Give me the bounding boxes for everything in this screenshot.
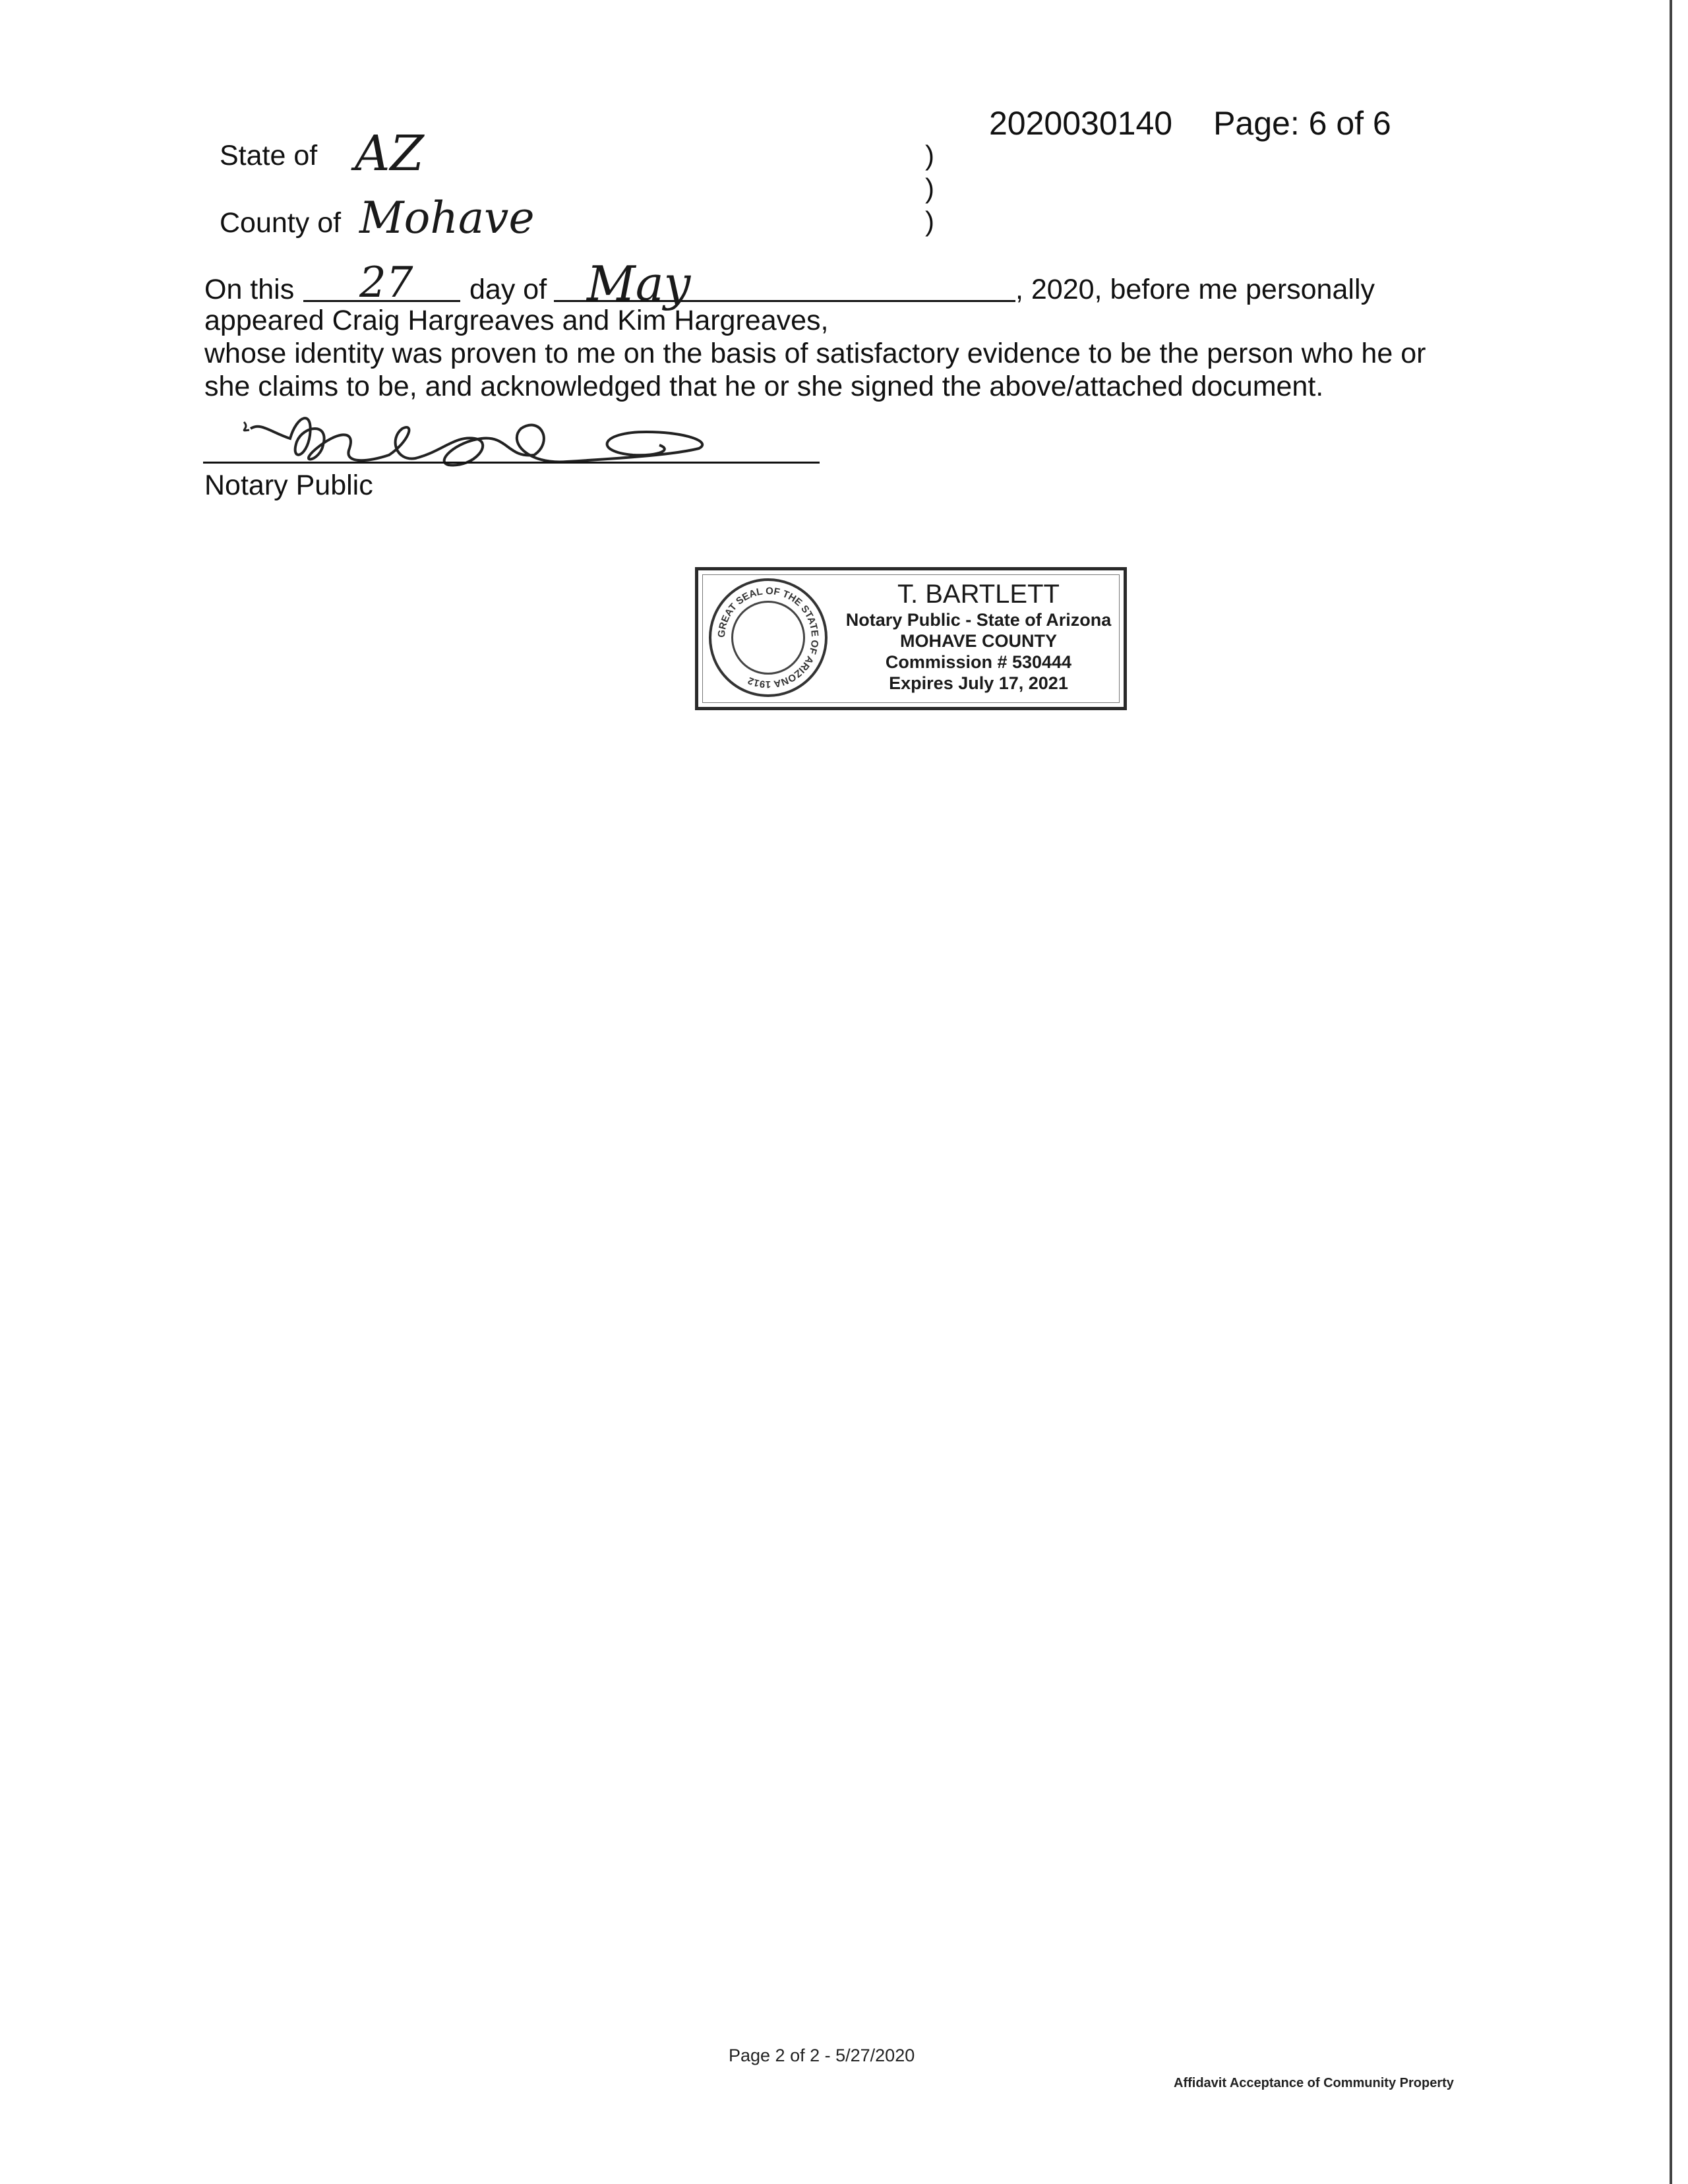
doc-number: 2020030140 [989,105,1173,142]
svg-text:GREAT SEAL OF THE STATE OF ARI: GREAT SEAL OF THE STATE OF ARIZONA 1912 [715,585,821,690]
signature-line [203,462,820,464]
page-indicator: Page: 6 of 6 [1213,105,1391,142]
stamp-line-1: Notary Public - State of Arizona [845,610,1112,630]
paren-1: ) [925,140,934,171]
day-of-text: day of [469,274,547,305]
appeared-line: appeared Craig Hargreaves and Kim Hargreaves, [204,305,829,336]
notary-public-label: Notary Public [204,470,373,501]
footer-document-title: Affidavit Acceptance of Community Property [1174,2076,1454,2090]
state-handwritten: AZ [355,125,424,182]
month-handwritten: May [587,256,691,311]
paren-2: ) [925,173,934,204]
footer-page-date: Page 2 of 2 - 5/27/2020 [729,2046,915,2065]
identity-line: whose identity was proven to me on the basis of satisfactory evidence to be the person who he or [204,338,1426,369]
stamp-line-2: MOHAVE COUNTY [899,631,1057,651]
stamp-line-4: Expires July 17, 2021 [889,673,1068,693]
state-seal [709,578,828,697]
county-handwritten: Mohave [359,193,535,243]
county-label: County of [220,207,342,239]
claims-line: she claims to be, and acknowledged that he or she signed the above/attached document. [204,371,1324,402]
year-text: , 2020, before me personally [1015,274,1375,305]
paren-3: ) [925,206,934,237]
state-label: State of [220,140,318,171]
on-this-text: On this [204,274,295,305]
stamp-notary-name: T. BARTLETT [897,580,1060,609]
recording-number [989,104,1391,142]
scan-edge-line [1670,0,1672,2184]
stamp-line-3: Commission # 530444 [885,652,1072,672]
seal-emblem [731,601,805,675]
day-handwritten: 27 [359,258,413,307]
notary-stamp [695,567,1127,710]
